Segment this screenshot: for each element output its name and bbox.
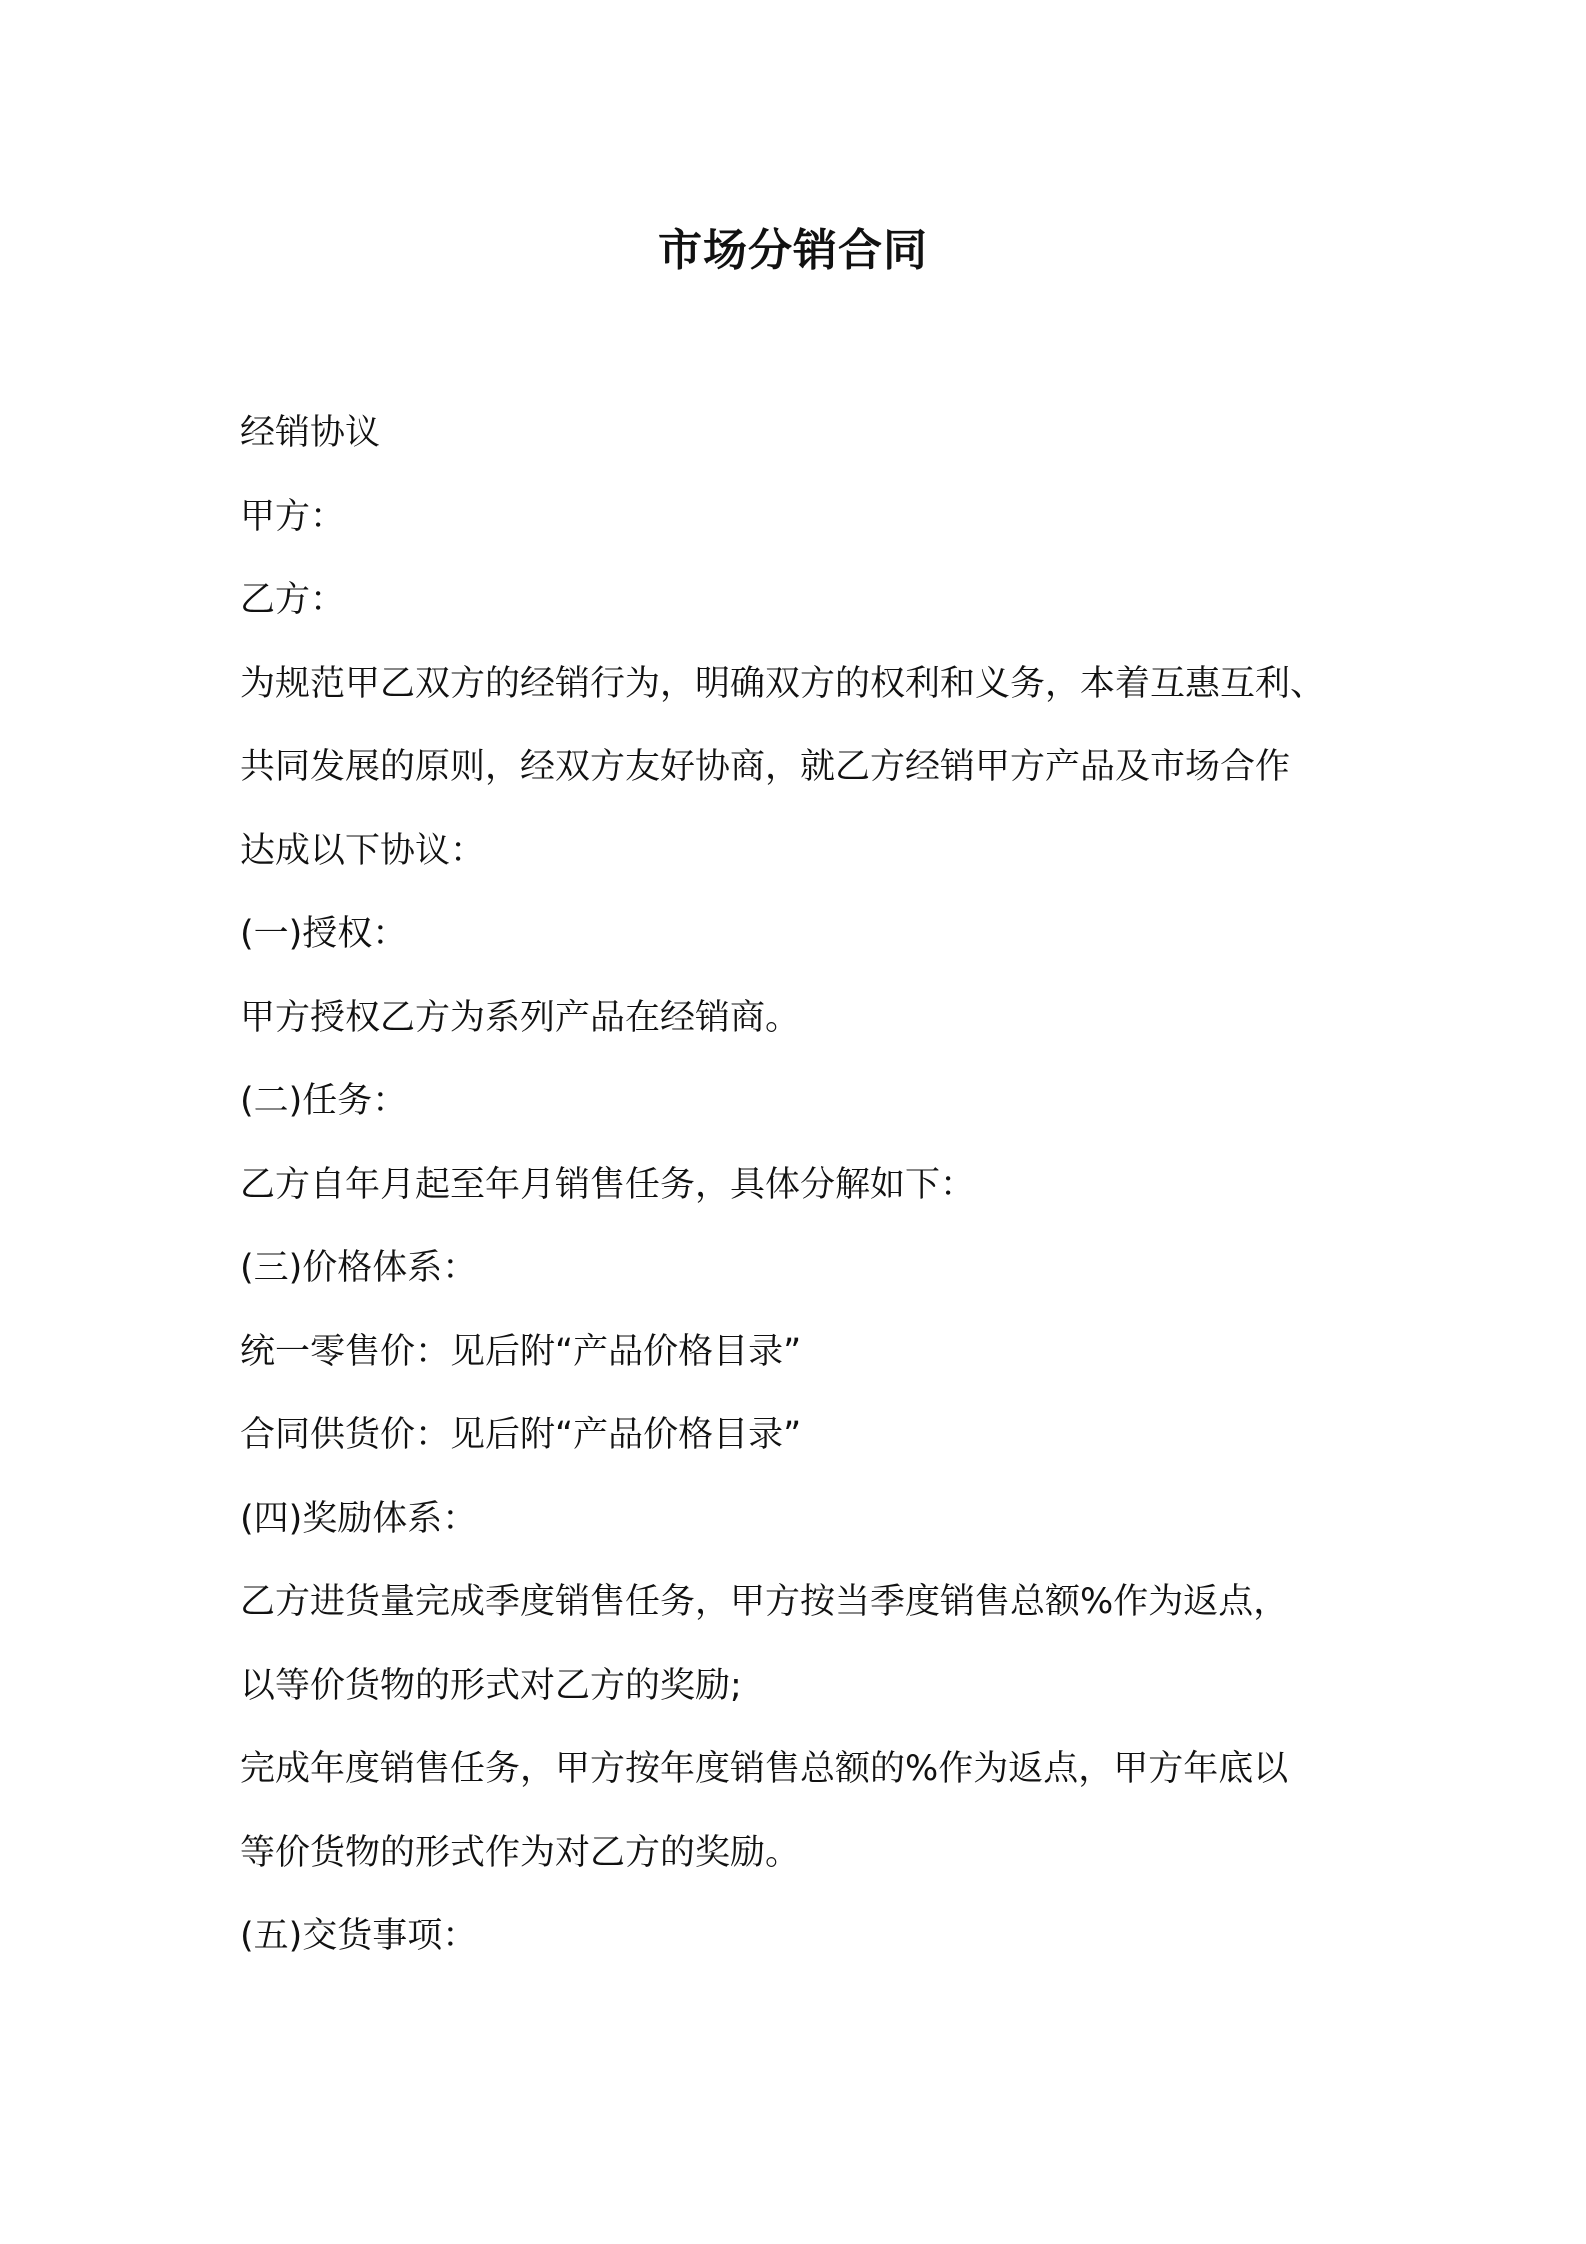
heading-agreement: 经销协议 [240, 413, 381, 453]
paragraph-line: 甲方授权乙方为系列产品在经销商。 [240, 997, 801, 1038]
section-heading-delivery: (五)交货事项： [240, 1916, 478, 1956]
section-heading-pricing: (三)价格体系： [240, 1248, 478, 1288]
paragraph-line: 完成年度销售任务，甲方按年度销售总额的%作为返点，甲方年底以 [240, 1749, 1289, 1789]
document-title: 市场分销合同 [658, 225, 928, 276]
section-heading-authorization: (一)授权： [240, 914, 408, 954]
preamble-line: 达成以下协议： [240, 830, 486, 871]
paragraph-line: 等价货物的形式作为对乙方的奖励。 [240, 1832, 801, 1873]
paragraph-line: 统一零售价：见后附“产品价格目录” [240, 1331, 802, 1372]
section-heading-tasks: (二)任务： [240, 1081, 408, 1121]
paragraph-line: 乙方进货量完成季度销售任务，甲方按当季度销售总额%作为返点， [240, 1582, 1289, 1622]
section-heading-rewards: (四)奖励体系： [240, 1498, 478, 1539]
preamble-line: 共同发展的原则，经双方友好协商，就乙方经销甲方产品及市场合作 [240, 747, 1291, 787]
paragraph-line: 乙方自年月起至年月销售任务，具体分解如下： [240, 1164, 976, 1205]
preamble-line: 为规范甲乙双方的经销行为，明确双方的权利和义务，本着互惠互利、 [240, 663, 1326, 704]
document-body [240, 408, 1360, 1995]
paragraph-line: 以等价货物的形式对乙方的奖励; [240, 1665, 742, 1706]
party-a-field: 甲方： [240, 496, 346, 537]
paragraph-line: 合同供货价：见后附“产品价格目录” [240, 1415, 802, 1455]
party-b-field: 乙方： [240, 580, 346, 620]
